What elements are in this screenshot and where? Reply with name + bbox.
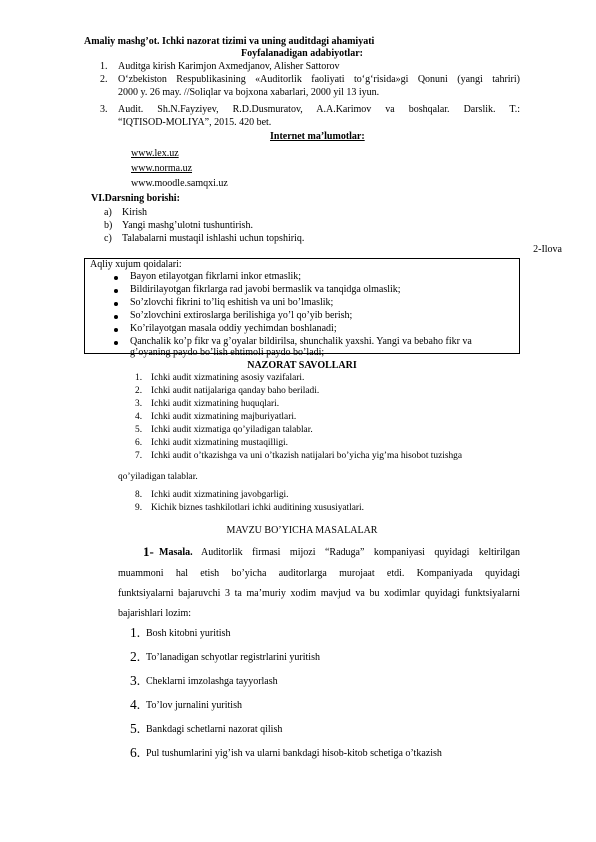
question-item: Ichki audit xizmatining mustaqilligi. [151, 438, 288, 448]
question-num: 9. [135, 503, 143, 513]
lesson-letter-c: c) [104, 233, 112, 244]
question-item-7-continuation: qo’yiladigan talablar. [118, 472, 198, 482]
lesson-item-c: Talabalarni mustaqil ishlashi uchun topshiriq. [122, 233, 305, 244]
question-item: Ichki audit xizmatining asosiy vazifalari. [151, 373, 305, 383]
problem-number: 1- [143, 544, 154, 559]
question-item: Ichki audit xizmatiga qo’yiladigan talablar. [151, 425, 313, 435]
link-lex[interactable]: www.lex.uz [131, 148, 179, 159]
lesson-title: VI.Darsning borishi: [91, 193, 180, 204]
literature-item-2-line1: O‘zbekiston Respublikasining «Auditorlik faoliyati to‘g‘risida»gi Qonuni (yangi tahriri) [118, 74, 520, 85]
question-num: 7. [135, 451, 143, 461]
task-num: 5. [130, 721, 141, 736]
literature-item-1: Auditga kirish Karimjon Axmedjanov, Alisher Sattorov [118, 61, 340, 72]
question-item: Ichki audit xizmatining javobgarligi. [151, 490, 289, 500]
task-item: To’lov jurnalini yuritish [146, 700, 242, 711]
lesson-letter-a: a) [104, 207, 112, 218]
question-item: Kichik biznes tashkilotlari ichki auditining xususiyatlari. [151, 503, 364, 513]
question-num: 3. [135, 399, 143, 409]
literature-num-2: 2. [100, 74, 108, 85]
task-num: 6. [130, 745, 141, 760]
problems-title: MAVZU BO’YICHA MASALALAR [226, 525, 378, 536]
bullet-icon [114, 341, 118, 345]
task-item: Bankdagi schetlarni nazorat qilish [146, 724, 283, 735]
task-item: Cheklarni imzolashga tayyorlash [146, 676, 278, 687]
bullet-icon [114, 328, 118, 332]
bullet-icon [114, 289, 118, 293]
bullet-icon [114, 302, 118, 306]
question-num: 8. [135, 490, 143, 500]
rule-item-3: So’zlovchi fikrini to’liq eshitish va uni bo’lmaslik; [130, 297, 334, 308]
question-num: 5. [135, 425, 143, 435]
problem-line-4: bajarishlari lozim: [118, 608, 192, 619]
bullet-icon [114, 276, 118, 280]
problem-line-1: Auditorlik firmasi mijozi “Raduga” kompaniyasi quyidagi keltirilgan [201, 547, 520, 558]
literature-item-3-line1: Audit. Sh.N.Fayziyev, R.D.Dusmuratov, A.A.Karimov va boshqalar. Darslik. T.: [118, 104, 520, 115]
task-num: 3. [130, 673, 141, 688]
task-item: To’lanadigan schyotlar registrlarini yuritish [146, 652, 320, 663]
link-norma[interactable]: www.norma.uz [131, 163, 193, 174]
page-heading: Amaliy mashg’ot. Ichki nazorat tizimi va uning auditdagi ahamiyati [84, 36, 375, 47]
task-num: 2. [130, 649, 141, 664]
link-moodle[interactable]: www.moodle.samqxi.uz [131, 178, 228, 189]
rule-item-2: Bildirilayotgan fikrlarga rad javobi bermaslik va tanqidga olmaslik; [130, 284, 401, 295]
task-item: Bosh kitobni yuritish [146, 628, 231, 639]
literature-item-2-line2: 2000 y. 26 may. //Soliqlar va bojxona xabarlari, 2000 yil 13 iyun. [118, 87, 380, 98]
appendix-label: 2-Ilova [533, 244, 562, 255]
bullet-icon [114, 315, 118, 319]
question-num: 2. [135, 386, 143, 396]
literature-title: Foyfalanadigan adabiyotlar: [241, 48, 363, 59]
rule-item-4: So’zlovchini extiroslarga berilishiga yo’l qo’yib berish; [130, 310, 353, 321]
internet-title: Internet ma’lumotlar: [270, 131, 365, 142]
task-item: Pul tushumlarini yig’ish va ularni bankdagi hisob-kitob schetiga o’tkazish [146, 748, 442, 759]
question-item: Ichki audit natijalariga qanday baho beriladi. [151, 386, 320, 396]
rule-item-1: Bayon etilayotgan fikrlarni inkor etmaslik; [130, 271, 302, 282]
literature-item-3-line2: “IQTISOD-MOLIYA”, 2015. 420 bet. [118, 117, 272, 128]
rule-item-6-continuation: g’oyaning paydo bo’lish ehtimoli paydo bo’ladi; [130, 347, 325, 358]
lesson-letter-b: b) [104, 220, 113, 231]
control-questions-title: NAZORAT SAVOLLARI [247, 360, 357, 371]
problem-line-2: muammoni hal etish bo’yicha auditorlarga murojaat etdi. Kompaniyada quyidagi [118, 568, 520, 579]
task-num: 1. [130, 625, 141, 640]
question-num: 6. [135, 438, 143, 448]
rule-item-5: Ko’rilayotgan masala oddiy yechimdan boshlanadi; [130, 323, 337, 334]
lesson-item-a: Kirish [122, 207, 147, 218]
rule-item-6: Qanchalik ko’p fikr va g’oyalar bildirilsa, shunchalik yaxshi. Yangi va bebaho fikr va [130, 336, 472, 347]
rules-title: Aqliy xujum qoidalari: [90, 259, 182, 270]
question-item: Ichki audit xizmatining huquqlari. [151, 399, 280, 409]
question-item: Ichki audit xizmatining majburiyatlari. [151, 412, 297, 422]
problem-line-3: funktsiyalarni bajaruvchi 3 ta ma’muriy xodim mavjud va bu xodimlar quyidagi funktsiyalarni [118, 588, 520, 599]
lesson-item-b: Yangi mashg’ulotni tushuntirish. [122, 220, 253, 231]
question-num: 4. [135, 412, 143, 422]
problem-label: Masala. [159, 547, 193, 558]
question-item: Ichki audit o’tkazishga va uni o’tkazish natijalari bo’yicha yig’ma hisobot tuzishga [151, 451, 463, 461]
question-num: 1. [135, 373, 143, 383]
task-num: 4. [130, 697, 141, 712]
literature-num-1: 1. [100, 61, 108, 72]
literature-num-3: 3. [100, 104, 108, 115]
